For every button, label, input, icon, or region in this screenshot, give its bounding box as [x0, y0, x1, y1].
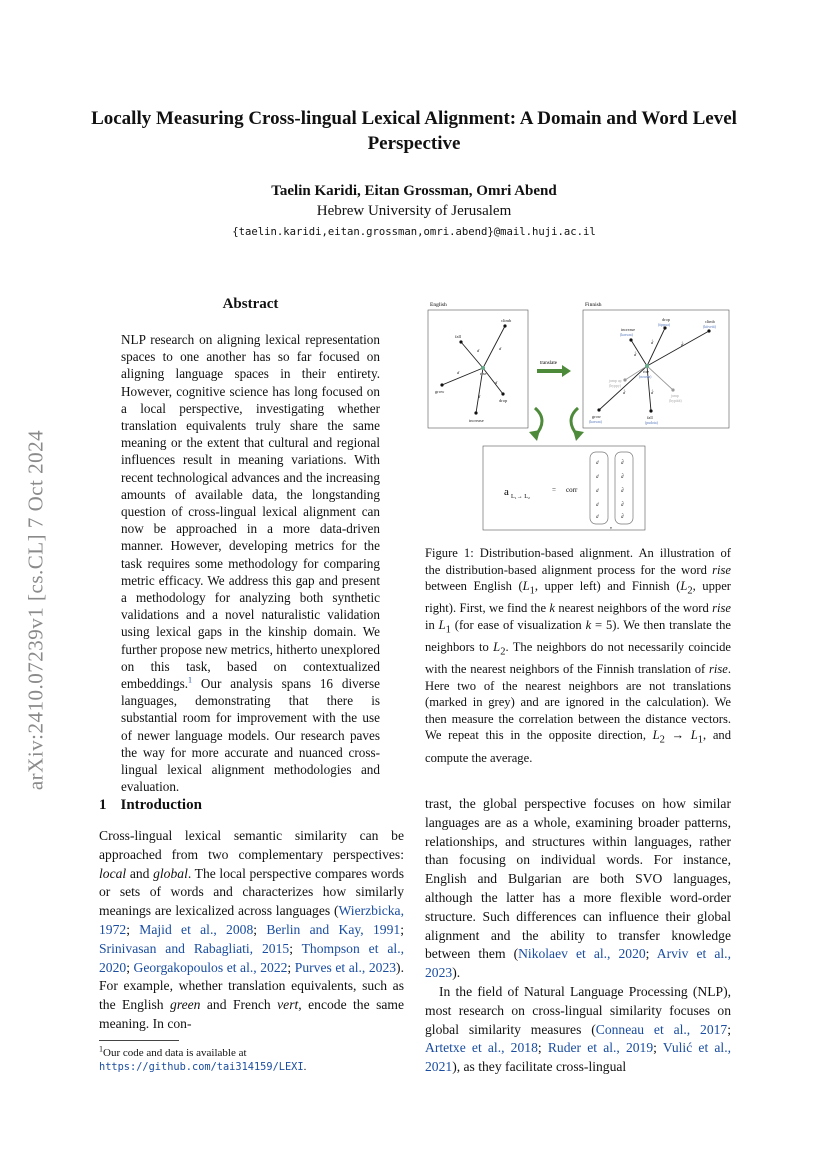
- text-run: nearest neighbors of the word: [555, 601, 713, 616]
- abstract-heading: Abstract: [222, 296, 279, 312]
- svg-text:d: d: [596, 461, 599, 466]
- section-heading-introduction: [99, 797, 202, 814]
- svg-text:d: d: [596, 503, 599, 508]
- emph-green: green: [170, 997, 201, 1013]
- arxiv-text: arXiv:2410.07239v1 [cs.CL] 7 Oct 2024: [23, 429, 48, 791]
- citation-link[interactable]: Georgakopoulos et al., 2022: [133, 959, 288, 975]
- finnish-neighbor-edges: [599, 328, 709, 411]
- english-nodes: [440, 324, 506, 414]
- figure-1-caption: [425, 545, 731, 766]
- en-word-fall: fall: [455, 334, 461, 339]
- author-list: Taelin Karidi, Eitan Grossman, Omri Abend: [271, 183, 557, 199]
- citation-link[interactable]: Vulić et al., 2021: [425, 1040, 731, 1075]
- svg-text:(pudota): (pudota): [645, 421, 658, 425]
- text-run: ;: [289, 940, 302, 956]
- finnish-distance-labels: [623, 340, 684, 395]
- svg-text:d: d: [495, 380, 498, 385]
- text-run: ;: [537, 1040, 548, 1056]
- english-rise-node: [481, 366, 485, 370]
- text-run: and: [126, 865, 154, 881]
- translate-label: translate: [540, 361, 557, 366]
- svg-text:(kasvaa): (kasvaa): [589, 420, 602, 424]
- text-run: ;: [645, 946, 657, 962]
- citation-link[interactable]: Nikolaev et al., 2020: [518, 946, 646, 962]
- text-run: . The local perspective compares words or sets of words and characterizes how similarly meanings are lexicalized across languages (: [99, 865, 404, 919]
- citation-link[interactable]: Conneau et al., 2017: [595, 1021, 728, 1037]
- text-run: in: [425, 617, 439, 632]
- abstract-text: NLP research on aligning lexical representation spaces to one another has so far focused on aligning language spaces in their entirety. However, cognitive science has long focused on a local perspective, investigating whether translation equivalents truly share the same meaning or the extent that cultural and regional influences result in meaning variations. With recent technological advances and the increasing amounts of available data, the longstanding question of cross-lingual lexical alignment can now be approached in a more data-driven manner. However, developing metrics for the task requires some methodology for comparing metric efficacy. We address this gap and present a methodology for analyzing both synthetic validations and a novel naturalistic validation using lexical gaps in the kinship domain. We further propose new metrics, hitherto unexplored on this task, based on contextualized embeddings.: [121, 332, 380, 692]
- text-run: ).: [452, 965, 461, 981]
- abstract-body: [121, 331, 380, 795]
- en-word-rise: rise: [480, 371, 487, 376]
- citation-link[interactable]: Thompson et al., 2020: [99, 940, 404, 975]
- formula-subscript: L₁→ L₂: [511, 494, 531, 500]
- emph-vert: vert: [277, 997, 299, 1013]
- citation-link[interactable]: Wierzbicka, 1972: [99, 903, 404, 937]
- fi-word-rise: rise: [643, 369, 650, 374]
- math-L: L: [438, 617, 446, 632]
- footnote-url-link[interactable]: https://github.com/tai314159/LEXI: [99, 1061, 304, 1073]
- math-sub: 1: [529, 585, 535, 597]
- en-word-drop: drop: [499, 398, 508, 403]
- footnote-end: .: [303, 1061, 307, 1073]
- finnish-rise-node: [645, 364, 649, 368]
- intro-paragraph: [425, 795, 731, 983]
- text-run: ;: [126, 959, 134, 975]
- math-L: L: [652, 728, 660, 743]
- formula-corr: corr: [566, 486, 578, 494]
- fi-word-fall: fall: [647, 415, 653, 420]
- en-word-climb: climb: [501, 318, 512, 323]
- svg-text:d̂: d̂: [651, 390, 654, 395]
- emph-rise: rise: [712, 562, 731, 577]
- text-run: ;: [287, 959, 295, 975]
- footnote: [99, 1046, 404, 1074]
- svg-text:jump: jump: [671, 394, 679, 398]
- en-word-grow: grow: [435, 389, 445, 394]
- svg-text:(nousta): (nousta): [639, 375, 652, 379]
- finnish-translation-labels: [589, 323, 717, 425]
- text-run: ;: [400, 921, 404, 937]
- svg-text:jump up: jump up: [609, 379, 622, 383]
- paper-title: Locally Measuring Cross-lingual Lexical Alignment: A Domain and Word Level Perspective: [91, 108, 737, 154]
- formula-a: a: [504, 486, 509, 498]
- svg-text:(hypätä): (hypätä): [669, 399, 682, 403]
- text-run: , upper right). First, we find the: [425, 579, 731, 616]
- english-panel-frame: [428, 310, 528, 428]
- citation-link[interactable]: Berlin and Kay, 1991: [266, 921, 401, 937]
- text-run: . The neighbors do not necessarily coincide with the nearest neighbors of the Finnish translation of: [425, 640, 731, 677]
- text-run: . Here two of the nearest neighbors are not translations (marked in grey) and are ignored in the calculation). We then measure the correlation between the distance vectors. We repeat this in the opposite direction,: [425, 662, 731, 743]
- text-run: , and compute the average.: [425, 728, 732, 765]
- text-run: Cross-lingual lexical semantic similarity can be approached from two complementary perspectives:: [99, 828, 404, 862]
- math-L: L: [680, 579, 688, 594]
- math-sub: 2: [687, 585, 693, 597]
- text-run: , upper left) and Finnish (: [534, 579, 681, 594]
- fi-word-drop: drop: [662, 317, 670, 322]
- english-neighbor-edges: [442, 326, 505, 413]
- math-sub: 2: [659, 735, 665, 746]
- english-panel-label: English: [430, 302, 447, 308]
- svg-text:d̂: d̂: [634, 352, 637, 357]
- math-arrow: →: [664, 728, 691, 743]
- text-run: = 5). We then translate the neighbors to: [425, 617, 731, 654]
- text-run: between English (: [425, 579, 523, 594]
- citation-link[interactable]: Srinivasan and Rabagliati, 2015: [99, 940, 290, 956]
- finnish-panel-label: Finnish: [585, 302, 602, 308]
- text-run: Figure 1: Distribution-based alignment. An illustration of the distribution-based alignment process for the word: [425, 546, 731, 577]
- svg-text:d: d: [596, 515, 599, 520]
- math-L: L: [690, 728, 698, 743]
- svg-text:d̂: d̂: [623, 390, 626, 395]
- svg-text:d̂: d̂: [621, 475, 624, 480]
- svg-text:(hyppy): (hyppy): [609, 384, 622, 388]
- text-run: In the field of Natural Language Processing (NLP), most research on cross-lingual similarity focuses on global similarity measures (: [425, 983, 731, 1037]
- math-L: L: [493, 640, 501, 654]
- citation-link[interactable]: Ruder et al., 2019: [547, 1040, 654, 1056]
- arxiv-identifier: [16, 380, 56, 840]
- intro-left-column: [99, 827, 404, 1034]
- finnish-word-labels: [592, 317, 715, 420]
- citation-link[interactable]: Arviv et al., 2023: [425, 946, 731, 981]
- svg-text:d̂: d̂: [651, 340, 654, 345]
- formula-equals: =: [552, 486, 556, 494]
- math-L: L: [522, 579, 530, 594]
- translate-arrow: [537, 365, 571, 377]
- citation-link[interactable]: Artetxe et al., 2018: [425, 1040, 538, 1056]
- intro-paragraph: [425, 983, 731, 1077]
- section-title: Introduction: [120, 797, 202, 813]
- text-run: ), as they facilitate cross-lingual: [452, 1059, 627, 1075]
- emph-rise: rise: [712, 601, 731, 616]
- text-run: trast, the global perspective focuses on how similar languages are as a whole, examining broader patterns, relationships, and structures within languages, rather than focusing on individual words. For instance, English and Bulgarian are both SVO languages, although the latter has a more flexible word-order structure. Such differences can influence their global alignment and the ability to transfer knowledge between them (: [425, 796, 731, 962]
- footnote-text: Our code and data is available at: [103, 1047, 247, 1059]
- fi-word-grow: grow: [592, 414, 601, 419]
- footnote-number: 1: [99, 1044, 103, 1054]
- svg-text:d̂: d̂: [621, 489, 624, 494]
- svg-text:d: d: [478, 394, 481, 399]
- svg-text:d̂: d̂: [621, 461, 624, 466]
- svg-text:d: d: [499, 346, 502, 351]
- affiliation: Hebrew University of Jerusalem: [316, 203, 512, 219]
- svg-text:d̂: d̂: [621, 503, 624, 508]
- svg-text:d: d: [477, 348, 480, 353]
- svg-text:(kiivetä): (kiivetä): [703, 325, 716, 329]
- figure-1: [425, 298, 731, 534]
- svg-text:d̂: d̂: [621, 515, 624, 520]
- math-k: k: [585, 617, 592, 632]
- citation-link[interactable]: Purves et al., 2023: [294, 959, 397, 975]
- text-run: and French: [200, 997, 278, 1013]
- fi-word-climb: climb: [705, 319, 715, 324]
- math-k: k: [549, 601, 555, 616]
- intro-right-column: [425, 795, 731, 1077]
- author-emails: {taelin.karidi,eitan.grossman,omri.abend}@mail.huji.ac.il: [232, 226, 596, 238]
- svg-text:d̂: d̂: [681, 342, 684, 347]
- text-run: ;: [126, 921, 140, 937]
- text-run: ;: [653, 1040, 663, 1056]
- svg-text:d: d: [596, 489, 599, 494]
- footnote-rule: [99, 1040, 179, 1041]
- text-run: ). For example, whether translation equivalents, such as the English: [99, 959, 404, 1013]
- intro-paragraph: [99, 827, 404, 1034]
- svg-text:d: d: [457, 370, 460, 375]
- emph-local: local: [99, 865, 127, 881]
- svg-text:(kasvaa): (kasvaa): [620, 333, 633, 337]
- svg-text:(tippua): (tippua): [658, 323, 671, 327]
- emph-global: global: [153, 865, 188, 881]
- en-word-increase: increase: [469, 418, 484, 423]
- vector-comma: ,: [610, 521, 612, 530]
- emph-rise: rise: [708, 662, 728, 677]
- citation-link[interactable]: Majid et al., 2008: [139, 921, 254, 937]
- math-sub: 1: [697, 735, 704, 746]
- text-run: , encode the same meaning. In con-: [99, 997, 404, 1031]
- abstract-text-cont: Our analysis spans 16 diverse languages, demonstrating that there is substantial room for improvement with the use of newer language models. Our research paves the way for more accurate and nuanced cross-lingual lexical alignment methodologies and evaluation.: [121, 676, 380, 795]
- text-run: ;: [253, 921, 267, 937]
- svg-text:d: d: [596, 475, 599, 480]
- fi-word-increase: increase: [621, 327, 636, 332]
- math-sub: 1: [445, 624, 451, 636]
- section-number: 1: [99, 797, 107, 813]
- text-run: (for ease of visualization: [450, 617, 586, 632]
- math-sub: 2: [500, 646, 506, 658]
- footnote-marker[interactable]: 1: [188, 675, 193, 685]
- text-run: ;: [727, 1021, 732, 1037]
